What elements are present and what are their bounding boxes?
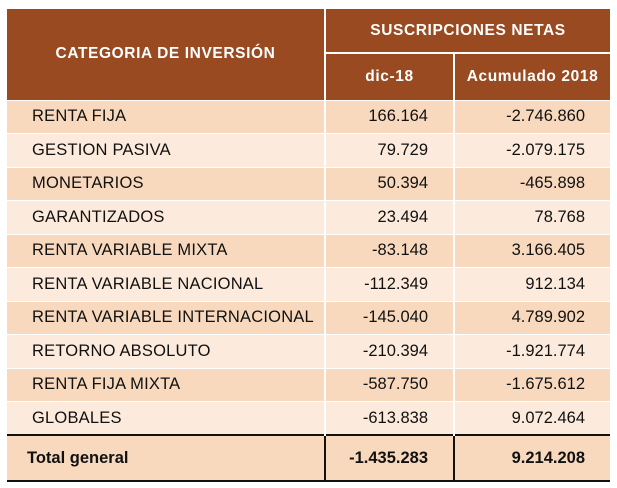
table-row (7, 368, 610, 402)
table-row (7, 268, 610, 302)
category-name: GARANTIZADOS (7, 201, 325, 235)
dic18-value: -145.040 (325, 301, 454, 335)
table-row (7, 335, 610, 369)
total-row (7, 435, 610, 481)
category-name: GLOBALES (7, 402, 325, 436)
subscriptions-table (7, 9, 610, 482)
table-row (7, 167, 610, 201)
accumulated-2018-value: -465.898 (454, 167, 610, 201)
accumulated-2018-value: -1.675.612 (454, 368, 610, 402)
dic18-value: -210.394 (325, 335, 454, 369)
dic18-value: 166.164 (325, 100, 454, 134)
category-name: RETORNO ABSOLUTO (7, 335, 325, 369)
accumulated-2018-value: 4.789.902 (454, 301, 610, 335)
accumulated-2018-value: 9.072.464 (454, 402, 610, 436)
table-row (7, 301, 610, 335)
accumulated-2018-value: 912.134 (454, 268, 610, 302)
dic18-value: -613.838 (325, 402, 454, 436)
table-row (7, 234, 610, 268)
dic18-value: -587.750 (325, 368, 454, 402)
dic18-header: dic-18 (325, 53, 454, 100)
total-label: Total general (7, 435, 325, 481)
category-name: RENTA VARIABLE NACIONAL (7, 268, 325, 302)
category-name: MONETARIOS (7, 167, 325, 201)
net-subscriptions-header: SUSCRIPCIONES NETAS (325, 9, 610, 53)
dic18-value: 50.394 (325, 167, 454, 201)
category-name: GESTION PASIVA (7, 134, 325, 168)
category-name: RENTA VARIABLE MIXTA (7, 234, 325, 268)
total-dic18: -1.435.283 (325, 435, 454, 481)
total-accumulated-2018: 9.214.208 (454, 435, 610, 481)
accumulated-2018-value: 78.768 (454, 201, 610, 235)
category-header: CATEGORIA DE INVERSIÓN (7, 9, 325, 100)
accumulated-2018-header: Acumulado 2018 (454, 53, 610, 100)
table-row (7, 402, 610, 436)
category-name: RENTA FIJA MIXTA (7, 368, 325, 402)
table-body (7, 100, 610, 435)
dic18-value: 23.494 (325, 201, 454, 235)
dic18-value: -112.349 (325, 268, 454, 302)
table-row (7, 201, 610, 235)
dic18-value: -83.148 (325, 234, 454, 268)
table-row (7, 134, 610, 168)
accumulated-2018-value: -2.079.175 (454, 134, 610, 168)
accumulated-2018-value: -1.921.774 (454, 335, 610, 369)
dic18-value: 79.729 (325, 134, 454, 168)
category-name: RENTA FIJA (7, 100, 325, 134)
accumulated-2018-value: 3.166.405 (454, 234, 610, 268)
category-name: RENTA VARIABLE INTERNACIONAL (7, 301, 325, 335)
accumulated-2018-value: -2.746.860 (454, 100, 610, 134)
table-row (7, 100, 610, 134)
